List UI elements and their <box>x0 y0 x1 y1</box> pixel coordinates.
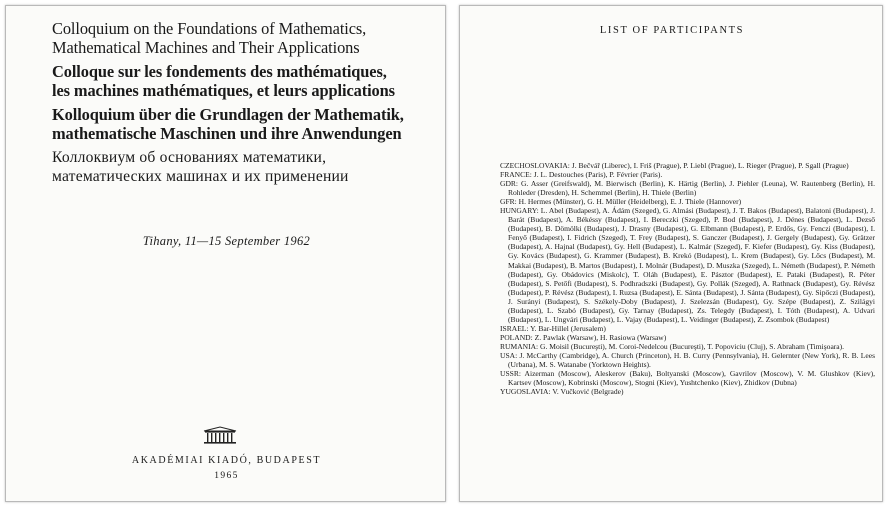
title-russian <box>52 148 432 186</box>
participant-names: G. Asser (Greifswald), M. Bierwisch (Berlin), K. Härtig (Berlin), J. Piehler (Leuna), W. Rautenberg (Berlin), H. Rohleder (Dresden), H. Schemmel (Berlin), H. Thiele (Berlin) <box>508 179 875 198</box>
list-item <box>500 179 875 197</box>
participant-names: L. Abel (Budapest), A. Ádám (Szeged), G. Almási (Budapest), J. T. Bakos (Budapest), Balatoni (Budapest), J. Barát (Budapest), A. Békéssy (Budapest), I. Bereczki (Szeged), P. Bod (Budapest), J. Dénes (Budapest), L. Dezső (Budapest), B. Dömölki (Budapest), J. Drasny (Budapest), G. Elbmann (Budapest), P. Erdős, Gy. Fenczi (Budapest), I. Fenyő (Budapest), I. Fidrich (Szeged), T. Frey (Budapest), S. Ganczer (Budapest), J. Gergely (Budapest), Gy. Grätzer (Budapest), A. Hajnal (Budapest), Gy. Hell (Budapest), L. Kalmár (Szeged), F. Kiefer (Budapest), Gy. Kiss (Budapest), Gy. Kovács (Budapest), G. Krammer (Budapest), B. Krekó (Budapest), L. Krem (Budapest), Gy. Lőcs (Budapest), M. Makkai (Budapest), B. Martos (Budapest), I. Molnár (Budapest), D. Muszka (Szeged), L. Németh (Budapest), P. Németh (Budapest), Gy. Obádovics (Miskolc), T. Oláh (Budapest), E. Pásztor (Budapest), E. Pataki (Budapest), R. Péter (Budapest), S. Petőfi (Budapest), S. Podhradszki (Budapest), Gy. Pollák (Szeged), A. Rathnack (Budapest), Gy. Révész (Budapest), P. Révész (Budapest), I. Ruzsa (Budapest), E. Sánta (Budapest), J. Sánta (Budapest), Gy. Sipőczi (Budapest), J. Surányi (Budapest), S. Székely-Doby (Budapest), J. Szelezsán (Budapest), Gy. Szépe (Budapest), Z. Szilágyi (Budapest), L. Szabó (Budapest), Gy. Tarnay (Budapest), Zs. Telegdy (Budapest), I. Tóth (Budapest), A. Udvari (Budapest), L. Ungvári (Budapest), L. Vajay (Budapest), L. Veidinger (Budapest), Z. Zsombok (Budapest) <box>508 206 875 324</box>
title-line: Colloque sur les fondements des mathématiques, <box>52 62 387 81</box>
participants-list <box>500 161 875 396</box>
participant-names: V. Vučković (Belgrade) <box>552 387 624 397</box>
country-label: ISRAEL: <box>500 323 529 333</box>
country-label: GDR: <box>500 179 519 189</box>
participant-names: H. Hermes (Münster), G. H. Müller (Heidelberg), E. J. Thiele (Hannover) <box>518 197 742 207</box>
list-item <box>500 369 875 387</box>
list-item <box>500 351 875 369</box>
list-item <box>500 333 875 342</box>
participant-names: J. L. Destouches (Paris), P. Février (Paris). <box>533 170 663 180</box>
list-item <box>500 206 875 324</box>
country-label: USSR: <box>500 369 521 379</box>
academy-building-icon <box>202 426 238 445</box>
participants-page <box>459 5 883 502</box>
country-label: HUNGARY: <box>500 206 539 216</box>
title-line: les machines mathématiques, et leurs applications <box>52 81 395 100</box>
publication-year: 1965 <box>214 471 239 481</box>
country-label: CZECHOSLOVAKIA: <box>500 161 570 170</box>
title-line: Mathematical Machines and Their Applications <box>52 38 360 57</box>
title-german <box>52 105 432 143</box>
country-label: RUMANIA: <box>500 341 539 351</box>
country-label: GFR: <box>500 197 517 207</box>
participant-names: Z. Pawlak (Warsaw), H. Rasiowa (Warsaw) <box>534 332 667 342</box>
title-english <box>52 19 432 57</box>
title-line: Colloquium on the Foundations of Mathematics, <box>52 19 367 38</box>
title-page <box>5 5 446 502</box>
title-line: Kolloquium über die Grundlagen der Mathematik, <box>52 105 404 124</box>
list-item <box>500 197 875 206</box>
place-date: Tihany, 11—15 September 1962 <box>142 234 311 248</box>
publisher-name: AKADÉMIAI KIADÓ, BUDAPEST <box>131 455 322 466</box>
participant-names: J. McCarthy (Cambridge), A. Church (Princeton), H. B. Curry (Pennsylvania), H. Gelernter (New York), R. B. Lees (Urbana), M. S. Watanabe (Yorktown Heights). <box>508 350 876 370</box>
title-line: математических машинах и их применении <box>52 168 349 185</box>
country-label: POLAND: <box>500 332 533 342</box>
country-label: YUGOSLAVIA: <box>500 387 551 397</box>
list-item <box>500 324 875 333</box>
participant-names: G. Moisil (Bucureşti), M. Coroi-Nedelcou (Bucureşti), T. Popoviciu (Cluj), S. Abraham (Timişoara). <box>540 341 845 351</box>
title-line: Коллоквиум об основаниях математики, <box>52 149 327 166</box>
country-label: FRANCE: <box>500 170 532 180</box>
participant-names: Aizerman (Moscow), Aleskerov (Baku), Boltyanski (Moscow), Gavrilov (Moscow), V. M. Glushkov (Kiev), Kartsev (Moscow), Kobrinski (Moscow), Stogni (Kiev), Yushtchenko (Kiev), Zhidkov (Dubna) <box>508 369 875 388</box>
country-label: USA: <box>500 350 518 360</box>
participants-heading: LIST OF PARTICIPANTS <box>599 25 745 36</box>
list-item <box>500 161 875 170</box>
title-block <box>52 19 432 191</box>
list-item <box>500 387 875 396</box>
title-line: mathematische Maschinen und ihre Anwendungen <box>52 124 402 143</box>
list-item <box>500 170 875 179</box>
title-french <box>52 62 432 100</box>
participant-names: J. Bečvář (Liberec), I. Friš (Prague), P. Liebl (Prague), L. Rieger (Prague), P. Sgall (Prague) <box>571 161 849 170</box>
participant-names: Y. Bar-Hillel (Jerusalem) <box>530 323 606 333</box>
list-item <box>500 342 875 351</box>
